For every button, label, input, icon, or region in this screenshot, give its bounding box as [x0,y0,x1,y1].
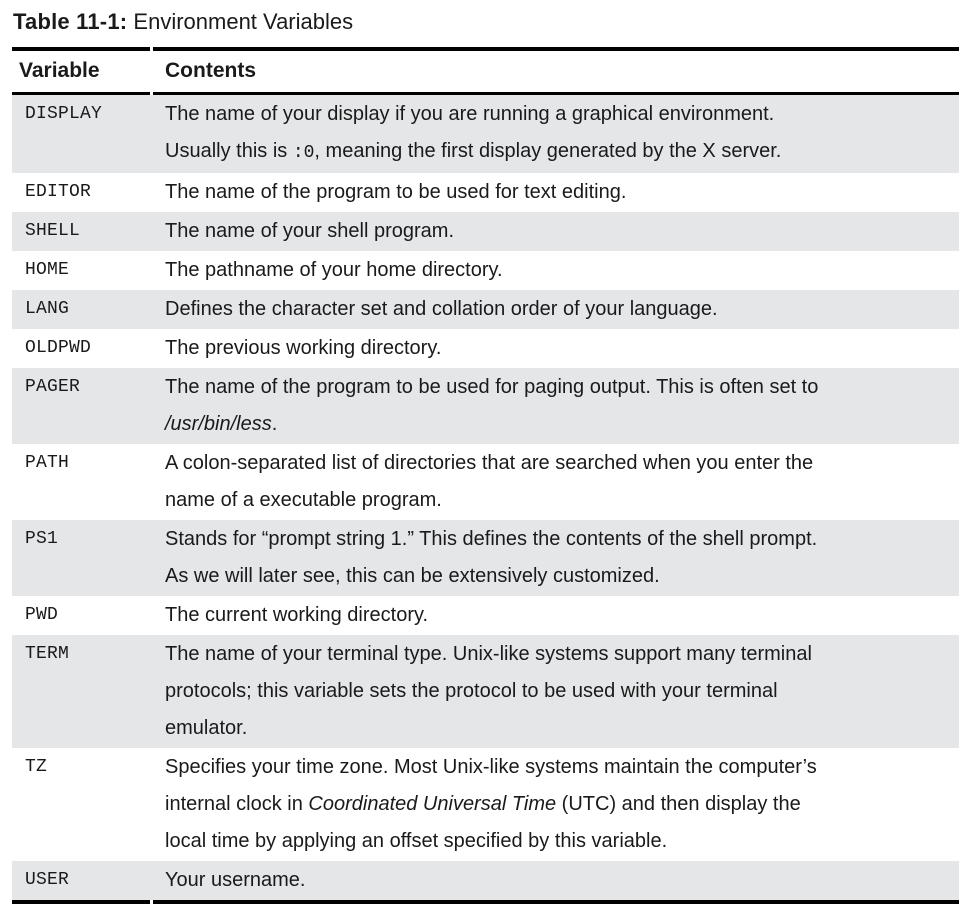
contents-text: Defines the character set and collation order of your language. [165,298,718,320]
contents-text: The pathname of your home directory. [165,259,503,281]
table-row [12,748,959,861]
variable-name: SHELL [25,221,81,241]
contents-text: The name of your terminal type. Unix-like systems support many terminal protocols; this variable sets the protocol to be used with your terminal emulator. [165,643,812,739]
variable-name: HOME [25,260,70,280]
variable-name: OLDPWD [25,338,92,358]
table-row [12,635,959,748]
table-title-label: Table 11-1: [13,9,128,34]
table-row [12,290,959,329]
table-body [12,95,959,900]
environment-variables-table [12,47,959,904]
table-title [13,8,959,36]
table-title-text: Environment Variables [127,9,354,34]
contents-text: The name of your shell program. [165,220,455,242]
variable-name: PATH [25,453,70,473]
variable-name: EDITOR [25,182,92,202]
table-row [12,251,959,290]
contents-text: Stands for “prompt string 1.” This defines the contents of the shell prompt. As we will later see, this can be extensively customized. [165,528,818,587]
table-row [12,368,959,444]
table-header-row [12,51,959,92]
contents-text: Specifies your time zone. Most Unix-like systems maintain the computer’s internal clock in Coordinated Universal Time (UTC) and then display the local time by applying an offset specified by this variable. [165,756,817,852]
variable-name: PAGER [25,377,81,397]
column-header-variable: Variable [19,59,100,82]
variable-name: TZ [25,757,48,777]
table-row [12,596,959,635]
variable-name: PS1 [25,529,59,549]
contents-text: The previous working directory. [165,337,442,359]
table-row [12,329,959,368]
contents-text: The name of your display if you are running a graphical environment. Usually this is :0, meaning the first display generated by the X server. [165,103,782,163]
variable-name: TERM [25,644,70,664]
contents-text: The current working directory. [165,604,429,626]
table-bottom-rule [12,900,959,904]
variable-name: PWD [25,605,59,625]
contents-text: The name of the program to be used for text editing. [165,181,627,203]
table-row [12,444,959,520]
contents-text: Your username. [165,869,306,891]
variable-name: USER [25,870,70,890]
table-row [12,861,959,900]
contents-text: A colon-separated list of directories that are searched when you enter the name of a executable program. [165,452,814,511]
variable-name: LANG [25,299,70,319]
table-row [12,95,959,173]
table-row [12,173,959,212]
contents-text: The name of the program to be used for paging output. This is often set to /usr/bin/less. [165,376,819,435]
table-row [12,520,959,596]
variable-name: DISPLAY [25,104,103,124]
column-header-contents: Contents [165,59,256,82]
table-row [12,212,959,251]
